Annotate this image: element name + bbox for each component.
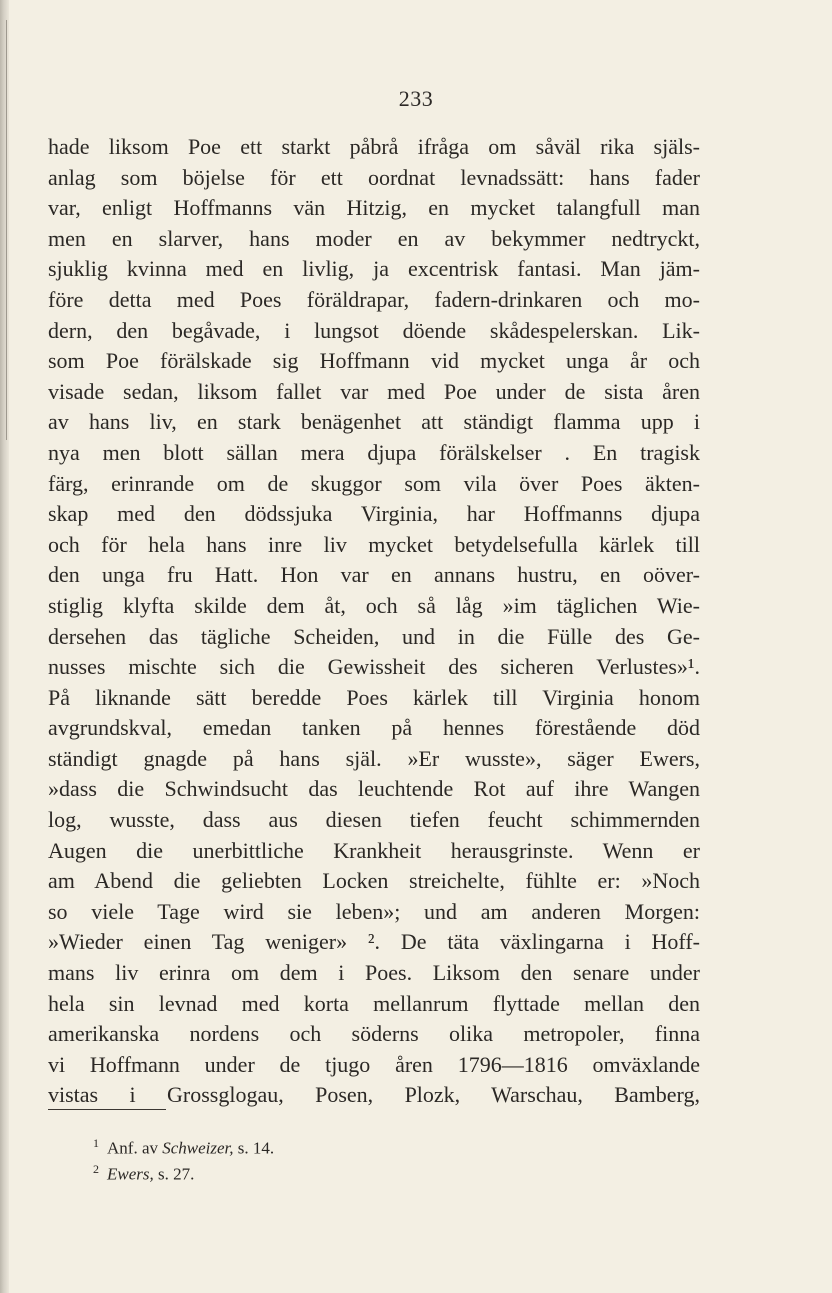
text-line: På liknande sätt beredde Poes kärlek till Virginia honom	[48, 684, 700, 710]
text-line: var, enligt Hoffmanns vän Hitzig, en mycket talangfull man	[48, 195, 700, 221]
text-line: dersehen das tägliche Scheiden, und in die Fülle des Ge-	[48, 623, 700, 649]
text-line: som Poe förälskade sig Hoffmann vid mycket unga år och	[48, 348, 700, 374]
body-text	[48, 132, 700, 1111]
text-line: hade liksom Poe ett starkt påbrå ifråga om såväl rika själs-	[48, 134, 700, 159]
text-line: »dass die Schwindsucht das leuchtende Rot auf ihre Wangen	[48, 776, 700, 802]
text-line: och för hela hans inre liv mycket betydelsefulla kärlek till	[48, 531, 700, 557]
text-line: so viele Tage wird sie leben»; und am anderen Morgen:	[48, 898, 700, 924]
footnote-author: Ewers,	[107, 1164, 154, 1184]
footnote	[93, 1156, 274, 1182]
text-line: visade sedan, liksom fallet var med Poe under de sista åren	[48, 378, 700, 404]
footnotes	[93, 1130, 274, 1182]
text-line: Augen die unerbittliche Krankheit herausgrinste. Wenn er	[48, 837, 700, 863]
text-line: am Abend die geliebten Locken streichelte, fühlte er: »Noch	[48, 868, 700, 894]
footnote-page: s. 27.	[153, 1164, 195, 1184]
text-line: sjuklig kvinna med en livlig, ja excentrisk fantasi. Man jäm-	[48, 256, 700, 282]
text-line: hela sin levnad med korta mellanrum flyttade mellan den	[48, 990, 700, 1016]
text-line: ständigt gnagde på hans själ. »Er wusste», säger Ewers,	[48, 745, 700, 771]
text-line: men en slarver, hans moder en av bekymmer nedtryckt,	[48, 225, 700, 251]
page-number: 233	[398, 86, 434, 111]
text-line: stiglig klyfta skilde dem åt, och så låg »im täglichen Wie-	[48, 592, 700, 618]
text-line: nya men blott sällan mera djupa förälskelser . En tragisk	[48, 439, 700, 465]
text-line: nusses mischte sich die Gewissheit des sicheren Verlustes»¹.	[48, 654, 700, 680]
text-line: avgrundskval, emedan tanken på hennes förestående död	[48, 715, 700, 741]
footnote-author: Schweizer,	[162, 1138, 234, 1158]
footnote-prefix: Anf. av	[107, 1138, 163, 1158]
footnote-separator	[48, 1109, 166, 1110]
text-line: av hans liv, en stark benägenhet att ständigt flamma upp i	[48, 409, 700, 435]
text-line: anlag som böjelse för ett oordnat levnadssätt: hans fader	[48, 164, 700, 190]
text-line: skap med den dödssjuka Virginia, har Hoffmanns djupa	[48, 501, 700, 527]
text-line: log, wusste, dass aus diesen tiefen feucht schimmernden	[48, 807, 700, 833]
text-line: vistas i Grossglogau, Posen, Plozk, Warschau, Bamberg,	[48, 1082, 700, 1108]
footnote	[93, 1130, 274, 1156]
page-gutter	[0, 0, 9, 1293]
text-line: före detta med Poes föräldrapar, fadern-drinkaren och mo-	[48, 286, 700, 312]
text-line: färg, erinrande om de skuggor som vila över Poes äkten-	[48, 470, 700, 496]
text-line: amerikanska nordens och söderns olika metropoler, finna	[48, 1021, 700, 1047]
text-line: vi Hoffmann under de tjugo åren 1796—1816 omväxlande	[48, 1051, 700, 1077]
text-line: »Wieder einen Tag weniger» ². De täta växlingarna i Hoff-	[48, 929, 700, 955]
footnote-page: s. 14.	[233, 1138, 275, 1158]
text-line: mans liv erinra om dem i Poes. Liksom den senare under	[48, 960, 700, 986]
footnote-mark: 1	[93, 1136, 99, 1150]
binding-edge-line	[6, 20, 7, 440]
text-line: dern, den begåvade, i lungsot döende skådespelerskan. Lik-	[48, 317, 700, 343]
text-line: den unga fru Hatt. Hon var en annans hustru, en oöver-	[48, 562, 700, 588]
footnote-mark: 2	[93, 1162, 99, 1176]
